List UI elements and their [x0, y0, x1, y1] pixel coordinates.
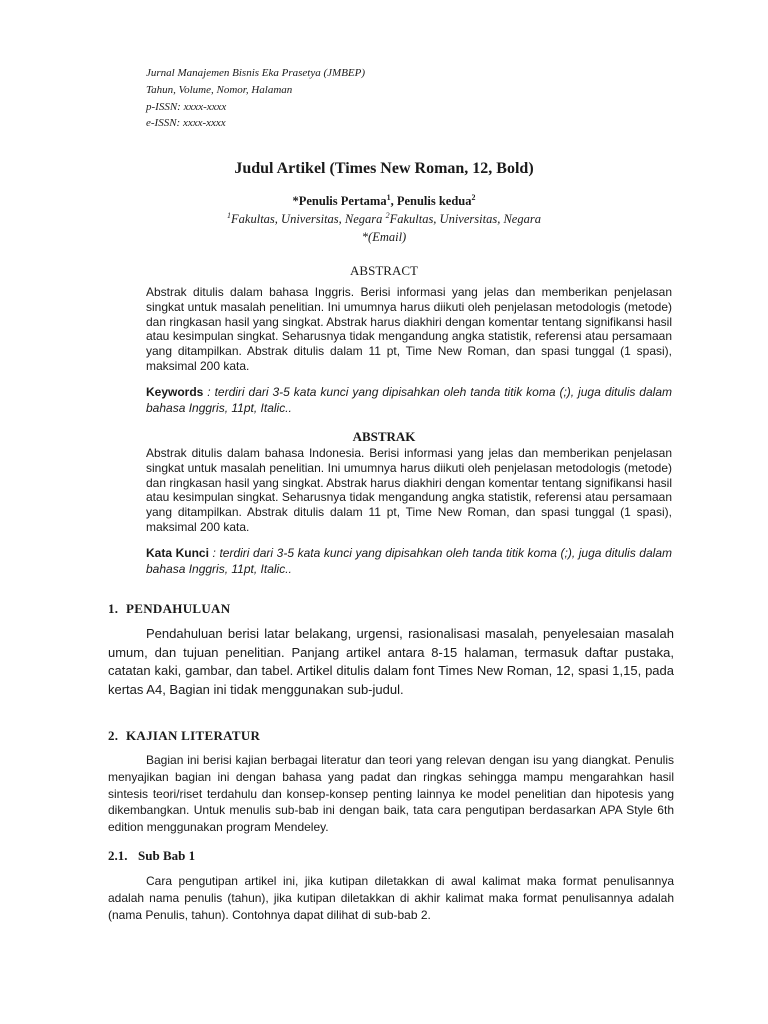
article-title: Judul Artikel (Times New Roman, 12, Bold) — [234, 160, 534, 177]
kata-kunci-text: : terdiri dari 3-5 kata kunci yang dipisahkan oleh tanda titik koma (;), juga ditulis dalam bahasa Inggris, 11pt, Italic.. — [146, 546, 672, 576]
article-email: *(Email) — [361, 230, 407, 244]
section-title: KAJIAN LITERATUR — [126, 728, 261, 743]
subsection-title: Sub Bab 1 — [138, 848, 196, 863]
section-number: 2. — [108, 728, 119, 743]
affil-second-sup: 2 — [385, 210, 390, 220]
journal-name: Jurnal Manajemen Bisnis Eka Prasetya (JMBEP) — [146, 67, 366, 79]
author-first: *Penulis Pertama — [292, 194, 387, 208]
keywords — [146, 385, 672, 416]
author-second-sup: 2 — [471, 192, 476, 202]
section-body-kajian-literatur: Bagian ini berisi kajian berbagai literatur dan teori yang relevan dengan isu yang diangkat. Penulis menyajikan bagian ini dengan bahasa yang padat dan ringkas sehingga mampu mengarahkan hasil sintesis teori/riset terdahulu dan konsep-konsep penting lainnya ke model penelitian dan hipotesis yang dikembangkan. Untuk menulis sub-bab ini dengan baik, tata cara pengutipan berdasarkan APA Style 6th edition menggunakan program Mendeley. — [108, 753, 674, 835]
kata-kunci — [146, 546, 672, 577]
section-heading-pendahuluan — [108, 601, 230, 617]
author-second: , Penulis kedua — [390, 194, 472, 208]
subsection-body: Cara pengutipan artikel ini, jika kutipan diletakkan di awal kalimat maka format penulisannya adalah nama penulis (tahun), jika kutipan diletakkan di akhir kalimat maka format penulisannya adalah (nama Penulis, tahun). Contohnya dapat dilihat di sub-bab 2. — [108, 874, 674, 922]
section-heading-kajian-literatur — [108, 728, 260, 744]
article-affiliations — [96, 212, 672, 227]
abstrak-heading: ABSTRAK — [352, 429, 416, 444]
abstract-heading: ABSTRACT — [350, 263, 418, 278]
affil-first: Fakultas, Universitas, Negara — [231, 212, 386, 226]
article-authors — [96, 194, 672, 209]
keywords-text: : terdiri dari 3-5 kata kunci yang dipisahkan oleh tanda titik koma (;), juga ditulis dalam bahasa Inggris, 11pt, Italic.. — [146, 385, 672, 415]
affil-second: Fakultas, Universitas, Negara — [389, 212, 541, 226]
section-number: 1. — [108, 601, 119, 616]
abstrak-text: Abstrak ditulis dalam bahasa Indonesia. Berisi informasi yang jelas dan memberikan penjelasan singkat untuk masalah penelitian. Ini umumnya harus diikuti oleh penjelasan metodologis (metode) dan ringkasan hasil yang singkat. Abstrak harus diakhiri dengan komentar tentang signifikansi hasil atau kesimpulan singkat. Seharusnya tidak mengandung angka statistik, referensi atau persamaan yang ditampilkan. Abstrak ditulis dalam 11 pt, Time New Roman, dan spasi tunggal (1 spasi), maksimal 200 kata. — [146, 446, 672, 534]
abstract-text: Abstrak ditulis dalam bahasa Inggris. Berisi informasi yang jelas dan memberikan penjelasan singkat untuk masalah penelitian. Ini umumnya harus diikuti oleh penjelasan metodologis (metode) dan ringkasan hasil yang singkat. Abstrak harus diakhiri dengan komentar tentang signifikansi hasil atau kesimpulan singkat. Seharusnya tidak mengandung angka statistik, referensi atau persamaan yang ditampilkan. Abstrak ditulis dalam 11 pt, Time New Roman, dan spasi tunggal (1 spasi), maksimal 200 kata. — [146, 285, 672, 373]
journal-issue-info: Tahun, Volume, Nomor, Halaman — [146, 84, 293, 96]
journal-electronic-issn: e-ISSN: xxxx-xxxx — [146, 117, 226, 129]
subsection-heading — [108, 848, 195, 864]
subsection-number: 2.1. — [108, 848, 128, 863]
author-first-sup: 1 — [386, 192, 391, 202]
journal-print-issn: p-ISSN: xxxx-xxxx — [146, 101, 227, 113]
keywords-label: Keywords — [146, 385, 204, 399]
section-title: PENDAHULUAN — [126, 601, 231, 616]
affil-first-sup: 1 — [227, 210, 232, 220]
section-body-pendahuluan: Pendahuluan berisi latar belakang, urgensi, rasionalisasi masalah, penyelesaian masalah umum, dan tujuan penelitian. Panjang artikel antara 8-15 halaman, termasuk daftar pustaka, catatan kaki, gambar, dan tabel. Artikel ditulis dalam font Times New Roman, 12, spasi 1,15, pada kertas A4, Bagian ini tidak menggunakan sub-judul. — [108, 626, 674, 697]
kata-kunci-label: Kata Kunci — [146, 546, 209, 560]
